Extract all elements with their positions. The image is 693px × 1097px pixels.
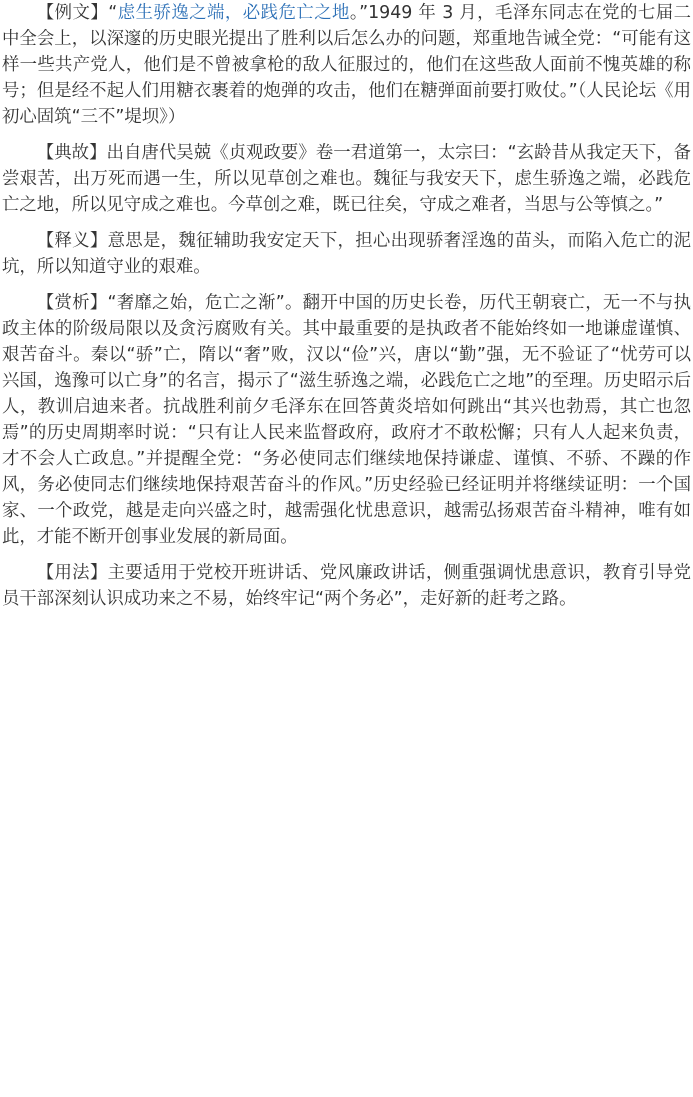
paragraph-example-text: 。”1949 年 3 月，毛泽东同志在党的七届二中全会上，以深邃的历史眼光提出了胜利以后怎么办的问题，郑重地告诫全党：“可能有这样一些共产党人，他们是不曾被拿枪的敌人征服过的，他们在这些敌人面前不愧英雄的称号；但是经不起人们用糖衣裹着的炮弹的攻击，他们在糖弹面前要打败仗。”（人民论坛《用初心固筑“三不”堤坝》） [2, 3, 691, 127]
section-tag-example: 【例文】 [36, 3, 109, 23]
paragraph-usage [2, 560, 691, 612]
paragraph-analysis-text: “奢靡之始，危亡之渐”。翻开中国的历史长卷，历代王朝衰亡，无一不与执政主体的阶级局限以及贪污腐败有关。其中最重要的是执政者不能始终如一地谦虚谨慎、艰苦奋斗。秦以“骄”亡，隋以“奢”败，汉以“俭”兴，唐以“勤”强，无不验证了“忧劳可以兴国，逸豫可以亡身”的名言，揭示了“滋生骄逸之端，必践危亡之地”的至理。历史昭示后人，教训启迪来者。抗战胜利前夕毛泽东在回答黄炎培如何跳出“其兴也勃焉，其亡也忽焉”的历史周期率时说：“只有让人民来监督政府，政府才不敢松懈；只有人人起来负责，才不会人亡政息。”并提醒全党：“务必使同志们继续地保持谦虚、谨慎、不骄、不躁的作风，务必使同志们继续地保持艰苦奋斗的作风。”历史经验已经证明并将继续证明：一个国家、一个政党，越是走向兴盛之时，越需强化忧患意识，越需弘扬艰苦奋斗精神，唯有如此，才能不断开创事业发展的新局面。 [2, 293, 691, 547]
section-tag-meaning: 【释义】 [36, 231, 108, 251]
highlighted-quote-link[interactable]: 虑生骄逸之端，必践危亡之地 [117, 3, 350, 23]
quote-open-mark: “ [108, 3, 118, 23]
section-tag-usage: 【用法】 [36, 563, 108, 583]
paragraph-example [2, 0, 691, 130]
paragraph-meaning-text: 意思是，魏征辅助我安定天下，担心出现骄奢淫逸的苗头，而陷入危亡的泥坑，所以知道守业的艰难。 [2, 231, 691, 277]
paragraph-origin [2, 140, 691, 218]
paragraph-origin-text: 出自唐代吴兢《贞观政要》卷一君道第一，太宗曰：“玄龄昔从我定天下，备尝艰苦，出万死而遇一生，所以见草创之难也。魏征与我安天下，虑生骄逸之端，必践危亡之地，所以见守成之难也。今草创之难，既已往矣，守成之难者，当思与公等慎之。” [2, 143, 691, 215]
paragraph-usage-text: 主要适用于党校开班讲话、党风廉政讲话，侧重强调忧患意识，教育引导党员干部深刻认识成功来之不易，始终牢记“两个务必”，走好新的赶考之路。 [2, 563, 691, 609]
section-tag-analysis: 【赏析】 [36, 293, 108, 313]
paragraph-meaning [2, 228, 691, 280]
paragraph-analysis [2, 290, 691, 550]
section-tag-origin: 【典故】 [36, 143, 107, 163]
